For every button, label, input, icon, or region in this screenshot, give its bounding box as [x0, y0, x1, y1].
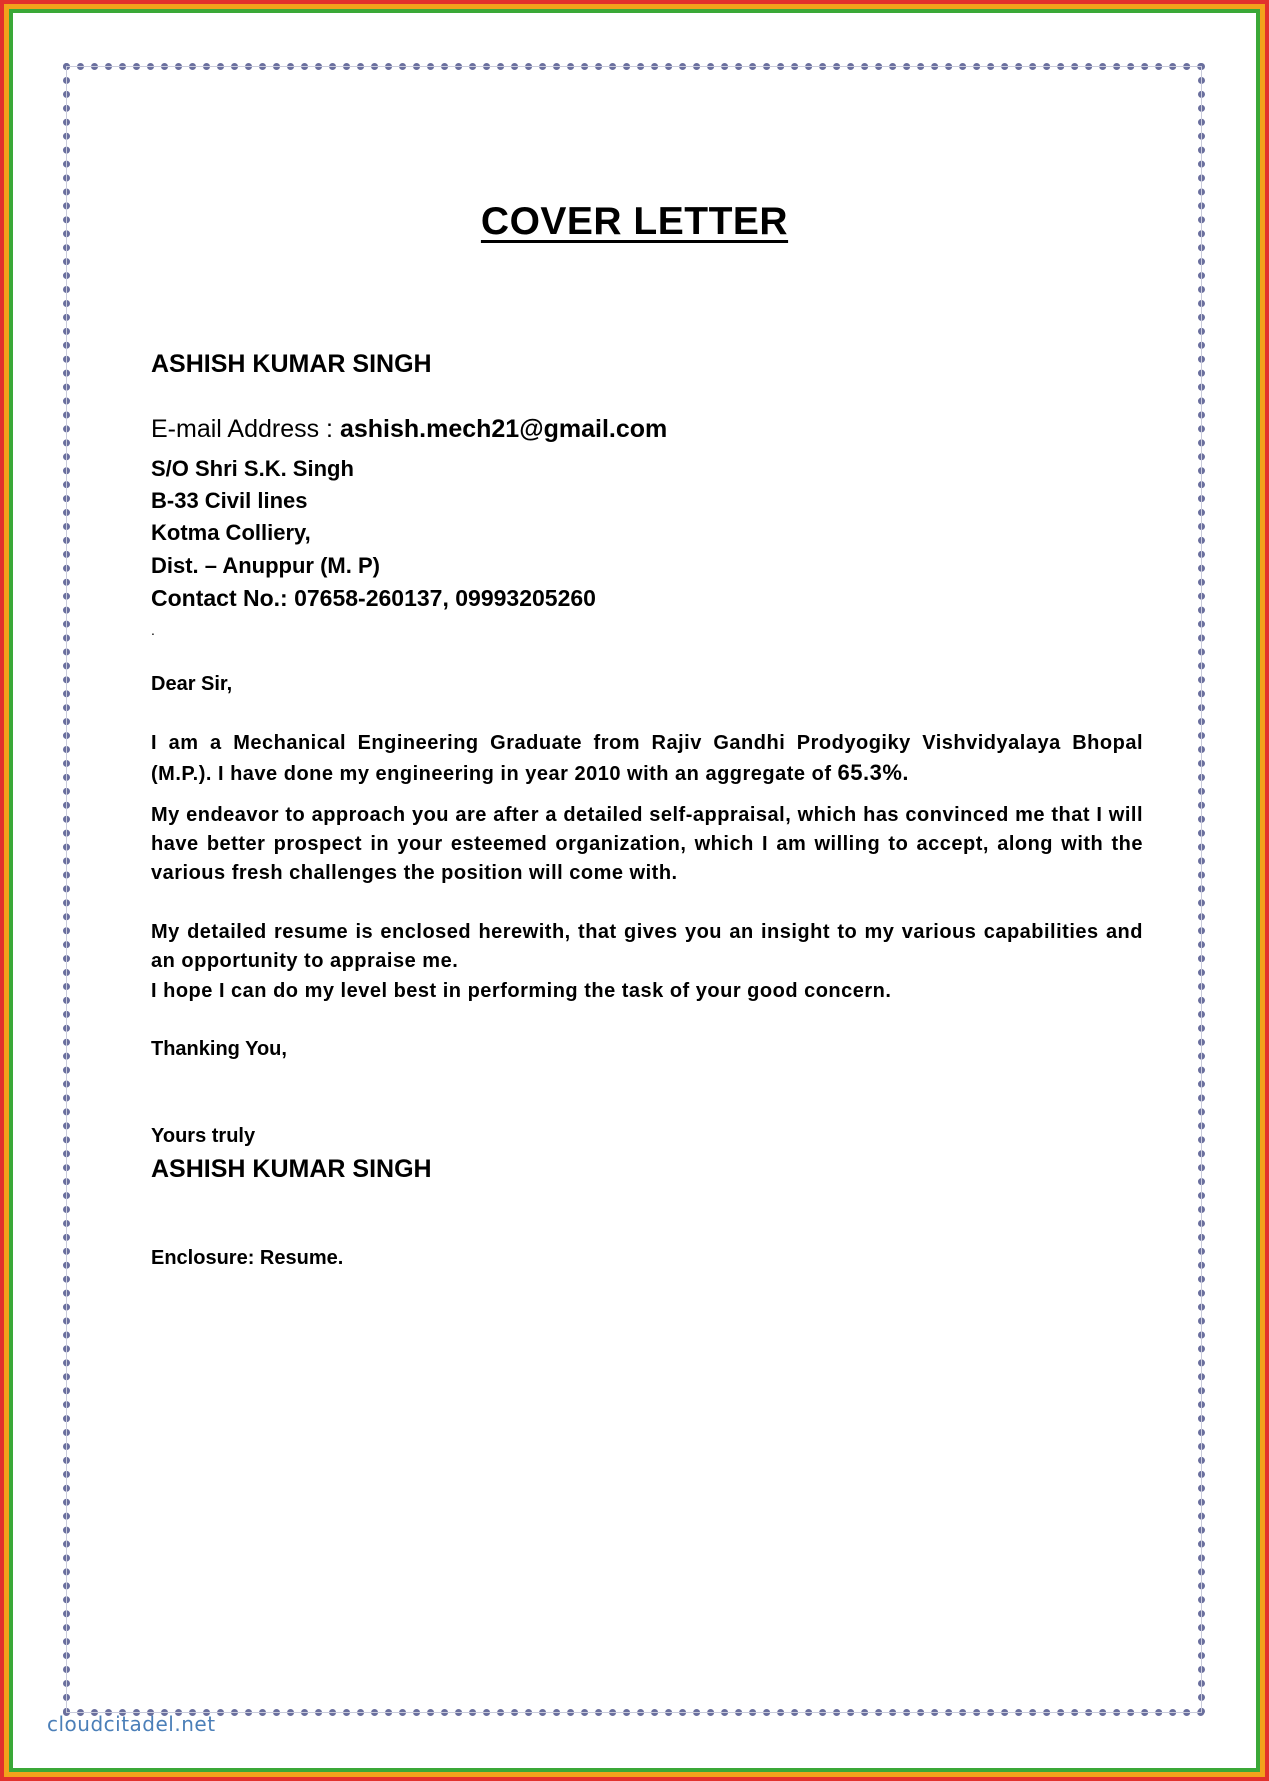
para1-aggregate: 65.3%. — [837, 760, 910, 785]
address-line-2: B-33 Civil lines — [151, 488, 308, 513]
address-line-4: Dist. – Anuppur (M. P) — [151, 553, 380, 578]
email-value: ashish.mech21@gmail.com — [339, 415, 668, 443]
contact-number: Contact No.: 07658-260137, 09993205260 — [151, 585, 596, 611]
address-line-3: Kotma Colliery, — [151, 520, 311, 545]
paragraph-resume: My detailed resume is enclosed herewith, that gives you an insight to my various capabilities and an opportunity to appraise me. — [151, 921, 1143, 972]
document-title: COVER LETTER — [480, 200, 789, 243]
address-line-1: S/O Shri S.K. Singh — [151, 456, 354, 481]
paragraph-hope: I hope I can do my level best in performing the task of your good concern. — [151, 980, 892, 1002]
sign-off: Yours truly — [151, 1125, 256, 1147]
email-line — [151, 415, 667, 444]
watermark-text: cloudcitadel.net — [47, 1712, 216, 1736]
stray-dot: . — [151, 622, 155, 638]
para1-pre: I am a — [151, 732, 234, 754]
enclosure-note: Enclosure: Resume. — [151, 1247, 344, 1269]
signature-name: ASHISH KUMAR SINGH — [151, 1155, 432, 1183]
para1-mid: from Rajiv Gandhi Prodyogiky Vishvidyalaya Bhopal (M.P.). I have done my engineering in year 2010 with an aggregate of — [151, 732, 1144, 785]
email-label: E-mail Address : — [151, 415, 340, 443]
para1-highlight: Mechanical Engineering Graduate — [233, 732, 582, 754]
sender-name: ASHISH KUMAR SINGH — [151, 350, 432, 378]
closing-line: Thanking You, — [151, 1038, 287, 1060]
salutation: Dear Sir, — [151, 673, 233, 695]
paragraph-endeavor: My endeavor to approach you are after a detailed self-appraisal, which has convinced me that I will have better prospect in your esteemed organization, which I am willing to accept, along with the various fresh challenges the position will come with. — [151, 804, 1143, 884]
paragraph-education — [151, 729, 1143, 789]
